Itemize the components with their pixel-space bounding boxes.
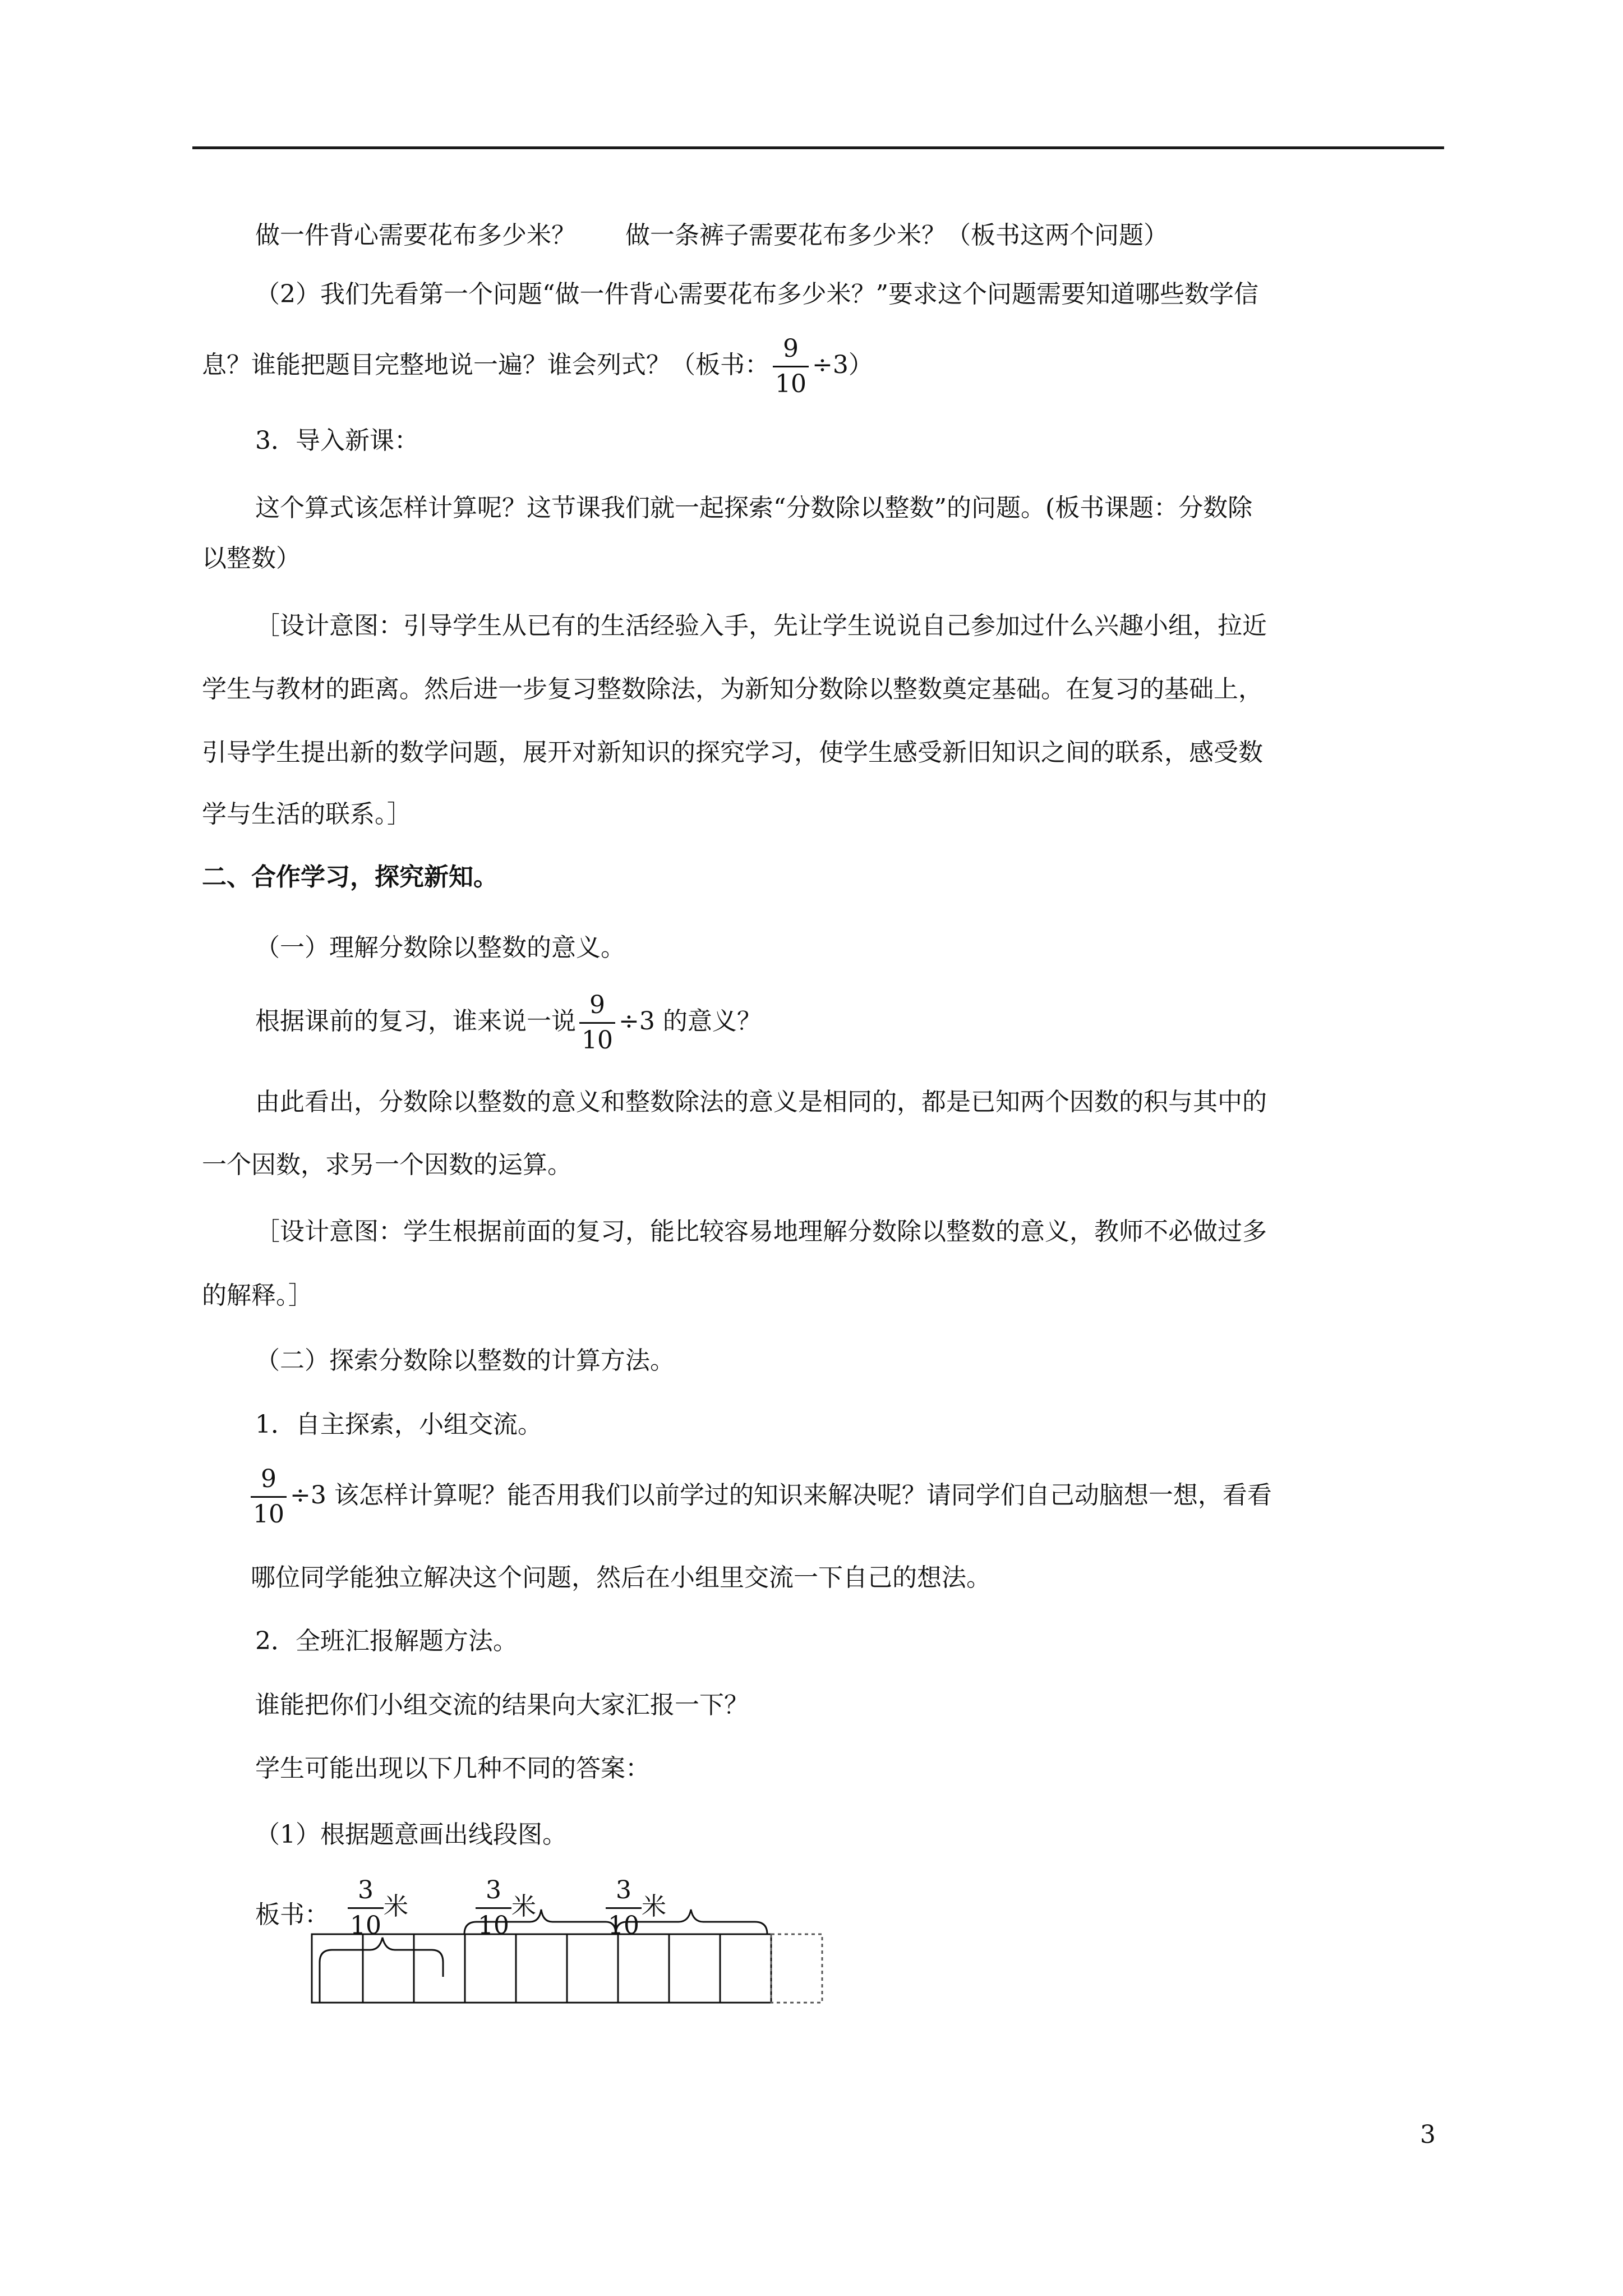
text-line: ［设计意图：引导学生从已有的生活经验入手，先让学生说说自己参加过什么兴趣小组，拉近 (255, 611, 1267, 640)
text-line: 哪位同学能独立解决这个问题，然后在小组里交流一下自己的想法。 (251, 1563, 991, 1592)
fraction-denominator: 10 (608, 1911, 639, 1940)
subsection-heading: （一）理解分数除以整数的意义。 (255, 933, 625, 962)
fraction-denominator: 10 (775, 370, 806, 398)
segment-cell (720, 1934, 771, 2003)
segment-cell (363, 1934, 414, 2003)
fraction-denominator: 10 (253, 1500, 284, 1529)
text-segment: ÷3 的意义？ (619, 1007, 762, 1036)
text-line: 3．导入新课： (255, 426, 419, 455)
unit-label: 米 (511, 1892, 536, 1921)
segment-cell (516, 1934, 567, 2003)
fraction-numerator: 9 (261, 1465, 276, 1493)
fraction-numerator: 3 (616, 1876, 631, 1904)
text-line: 以整数） (202, 544, 301, 573)
text-line: 由此看出，分数除以整数的意义和整数除法的意义是相同的，都是已知两个因数的积与其中的 (255, 1088, 1267, 1116)
text-line: 一个因数，求另一个因数的运算。 (202, 1151, 572, 1179)
brace (464, 1910, 616, 1934)
fraction-denominator: 10 (582, 1026, 613, 1055)
text-line: 学生与教材的距离。然后进一步复习整数除法，为新知分数除以整数奠定基础。在复习的基础上， (202, 675, 1263, 703)
subsection-heading: （二）探索分数除以整数的计算方法。 (255, 1346, 675, 1375)
brace (320, 1938, 443, 2003)
text-line: （1）根据题意画出线段图。 (255, 1820, 567, 1849)
segment-cell (618, 1934, 669, 2003)
segment-cell (414, 1934, 465, 2003)
fraction-denominator: 10 (350, 1911, 381, 1940)
text-line: 学生可能出现以下几种不同的答案： (255, 1754, 650, 1783)
fraction-numerator: 9 (783, 334, 799, 363)
fraction-numerator: 3 (358, 1876, 374, 1904)
section-heading: 二、合作学习，探究新知。 (202, 863, 498, 891)
unit-label: 米 (384, 1892, 408, 1921)
text-line: ［设计意图：学生根据前面的复习，能比较容易地理解分数除以整数的意义，教师不必做过多 (255, 1217, 1267, 1246)
page-number: 3 (1420, 2120, 1436, 2149)
unit-label: 米 (642, 1892, 666, 1921)
fraction-numerator: 3 (486, 1876, 501, 1904)
text-line: 1．自主探索，小组交流。 (255, 1410, 542, 1439)
text-line: 这个算式该怎样计算呢？这节课我们就一起探索“分数除以整数”的问题。(板书课题：分数除 (255, 494, 1253, 522)
fraction-denominator: 10 (478, 1911, 509, 1940)
fraction-numerator: 9 (589, 991, 605, 1019)
text-segment: 根据课前的复习，谁来说一说 (255, 1007, 576, 1036)
text-line: 做一件背心需要花布多少米？ 做一条裤子需要花布多少米？（板书这两个问题） (255, 221, 1168, 250)
segment-cell (567, 1934, 618, 2003)
text-line: 谁能把你们小组交流的结果向大家汇报一下？ (255, 1691, 749, 1719)
segment-cell-dashed (771, 1934, 822, 2003)
segment-cell (669, 1934, 720, 2003)
segment-cells (312, 1934, 822, 2003)
text-segment: ÷3） (812, 351, 873, 379)
text-segment: ÷3 该怎样计算呢？能否用我们以前学过的知识来解决呢？请同学们自己动脑想一想，看看 (290, 1481, 1272, 1510)
text-line: 引导学生提出新的数学问题，展开对新知识的探究学习，使学生感受新旧知识之间的联系，感受数 (202, 738, 1263, 767)
board-label: 板书： (255, 1901, 329, 1929)
text-segment: 息？谁能把题目完整地说一遍？谁会列式？（板书： (202, 351, 769, 379)
text-line: 学与生活的联系。］ (202, 800, 412, 829)
segment-cell (465, 1934, 516, 2003)
text-line: 的解释。］ (202, 1281, 313, 1310)
brace (616, 1910, 767, 1934)
text-line: （2）我们先看第一个问题“做一件背心需要花布多少米？”要求这个问题需要知道哪些数学信 (255, 280, 1258, 309)
text-line: 2．全班汇报解题方法。 (255, 1627, 518, 1655)
